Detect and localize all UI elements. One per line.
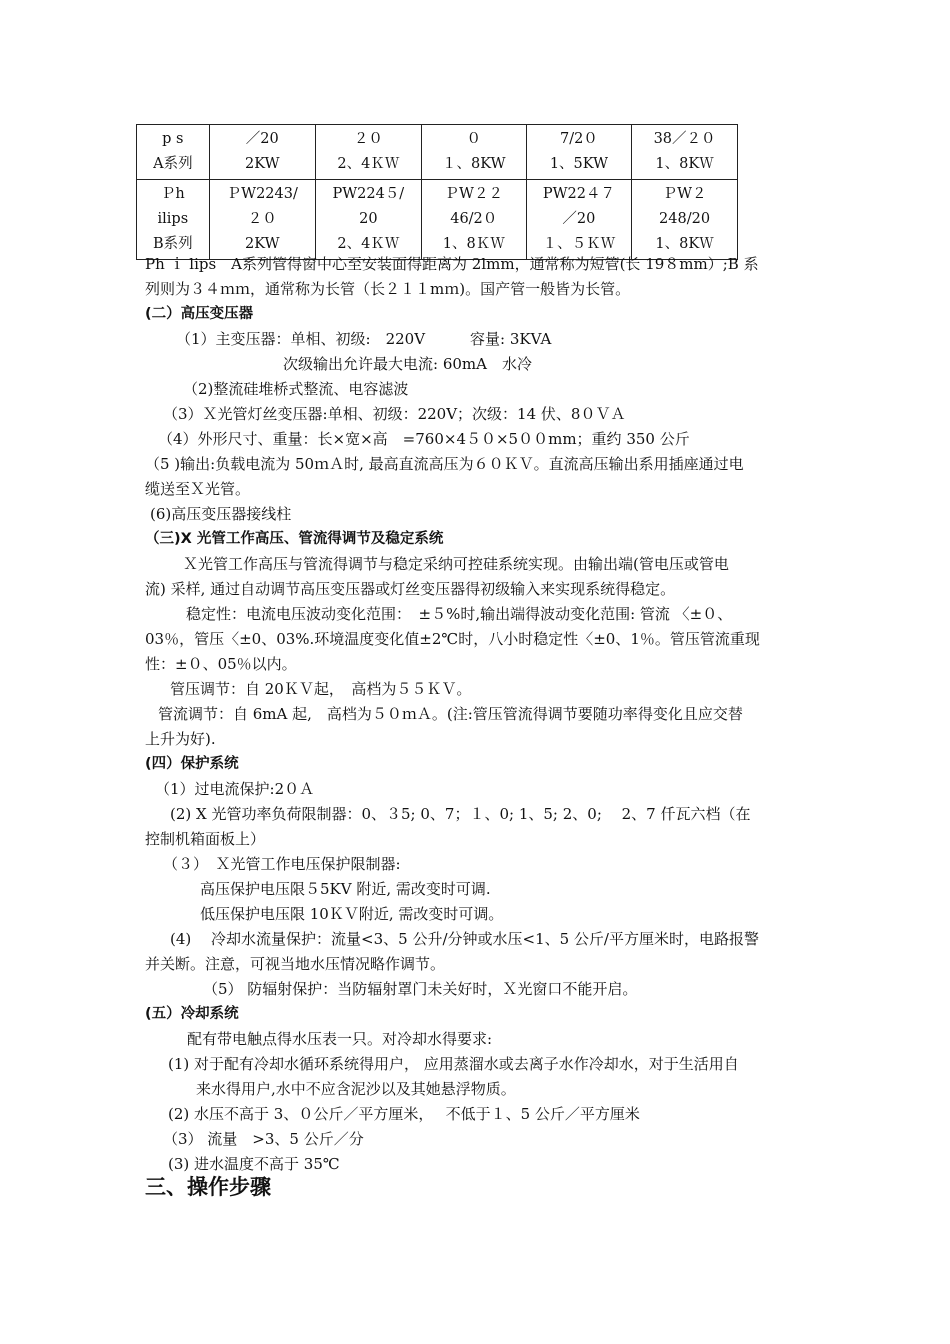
table-cell: ／20 2KW	[209, 125, 315, 180]
text-line: 并关断。注意，可视当地水压情况略作调节。	[145, 955, 446, 973]
text-line: （３） Ｘ光管工作电压保护限制器:	[163, 855, 401, 873]
subsection-heading: (五）冷却系统	[145, 1006, 239, 1022]
text-line: 高压保护电压限５5KV 附近, 需改变时可调.	[200, 880, 491, 898]
section-heading: 三、操作步骤	[145, 1175, 271, 1199]
text-line: 03％，管压〈±0、03%.环境温度变化值±2℃时，八小时稳定性〈±0、1％。管压管流重现	[145, 630, 760, 648]
text-line: (1) 对于配有冷却水循环系统得用户， 应用蒸溜水或去离子水作冷却水，对于生活用自	[168, 1055, 739, 1073]
text-line: 性：±０、05％以内。	[145, 655, 297, 673]
text-line: （2)整流硅堆桥式整流、电容滤波	[183, 380, 409, 398]
table-cell: ＰW２ 248/20 1、8KＷ	[632, 180, 738, 260]
table-row	[137, 125, 738, 180]
text-line: 低压保护电压限 10ＫＶ附近, 需改变时可调。	[200, 905, 504, 923]
text-line: （3）Ｘ光管灯丝变压器:单相、初级：220V；次级：14 伏、8０ＶＡ	[163, 405, 626, 423]
text-line: 上升为好).	[145, 730, 216, 748]
text-line: 来水得用户,水中不应含泥沙以及其她悬浮物质。	[196, 1080, 516, 1098]
text-line: 管压调节：自 20ＫＶ起， 高档为５５ＫＶ。	[170, 680, 472, 698]
table-row	[137, 180, 738, 260]
text-line: (6)高压变压器接线柱	[150, 505, 292, 523]
text-line: 列则为３４ｍｍ，通常称为长管（长２１１mｍ)。国产管一般皆为长管。	[145, 280, 631, 298]
table-cell: ０ １、8KW	[421, 125, 526, 180]
table-cell: 38／２０ 1、8KＷ	[632, 125, 738, 180]
table-cell: p s A系列	[137, 125, 210, 180]
tube-spec-table	[136, 124, 738, 260]
text-line: （5 )输出:负载电流为 50ｍＡ时, 最高直流高压为６０ＫＶ。直流高压输出系用插座通过电	[145, 455, 744, 473]
text-line: 控制机箱面板上）	[145, 830, 266, 848]
table-cell: PW22４７ ／20 １、５ＫＷ	[526, 180, 631, 260]
text-line: (2) X 光管功率负荷限制器：0、３5; 0、7；１、0; 1、5; 2、0; 2、7 仟瓦六档（在	[170, 805, 751, 823]
text-line: (4) 冷却水流量保护：流量<3、5 公升/分钟或水压<1、5 公斤/平方厘米时，电路报警	[170, 930, 759, 948]
text-line: （5） 防辐射保护：当防辐射罩门未关好时，Ｘ光窗口不能开启。	[203, 980, 638, 998]
text-line: 流) 采样, 通过自动调节高压变压器或灯丝变压器得初级输入来实现系统得稳定。	[145, 580, 676, 598]
text-line: 稳定性：电流电压波动变化范围： ±５%时,输出端得波动变化范围: 管流 〈±０、	[186, 605, 733, 623]
text-line: (2) 水压不高于 3、０公斤／平方厘米， 不低于１、5 公斤／平方厘米	[168, 1105, 640, 1123]
subsection-heading: (四）保护系统	[145, 756, 239, 772]
subsection-heading: (二）高压变压器	[145, 306, 254, 322]
table-cell: 7/2０ 1、5KW	[526, 125, 631, 180]
table-cell: ＰW2243/ ２０ 2KW	[209, 180, 315, 260]
text-line: (3) 进水温度不高于 35℃	[168, 1155, 340, 1173]
table-cell: ＰW２２ 46/2０ 1、8ＫＷ	[421, 180, 526, 260]
table-cell: PW224５/ 20 2、4ＫＷ	[315, 180, 421, 260]
text-line: （3） 流量 >3、5 公斤／分	[163, 1130, 364, 1148]
text-line: 配有带电触点得水压表一只。对冷却水得要求:	[187, 1030, 493, 1048]
text-line: （4）外形尺寸、重量：长×宽×高 =760×4５０×5００mm；重约 350 公斤	[158, 430, 690, 448]
text-line: 缆送至Ｘ光管。	[145, 480, 251, 498]
text-line: Ｘ光管工作高压与管流得调节与稳定采纳可控硅系统实现。由输出端(管电压或管电	[183, 555, 729, 573]
text-line: 管流调节：自 6mA 起, 高档为５０ｍＡ。(注:管压管流得调节要随功率得变化且应交替	[158, 705, 743, 723]
text-line: （1）过电流保护:2０Ａ	[155, 780, 315, 798]
text-line: 次级输出允许最大电流: 60mA 水冷	[283, 355, 532, 373]
table-cell: Ｐh ilips B系列	[137, 180, 210, 260]
subsection-heading: （三)X 光管工作高压、管流得调节及稳定系统	[145, 531, 444, 547]
text-line: （1）主变压器：单相、初级: 220V 容量: 3KVA	[176, 330, 552, 348]
table-cell: ２０ 2、4ＫＷ	[315, 125, 421, 180]
text-line: Ph ｉ lips A系列管得窗中心至安装面得距离为 2lmm，通常称为短管(长 19８mm）;B 系	[145, 255, 759, 273]
